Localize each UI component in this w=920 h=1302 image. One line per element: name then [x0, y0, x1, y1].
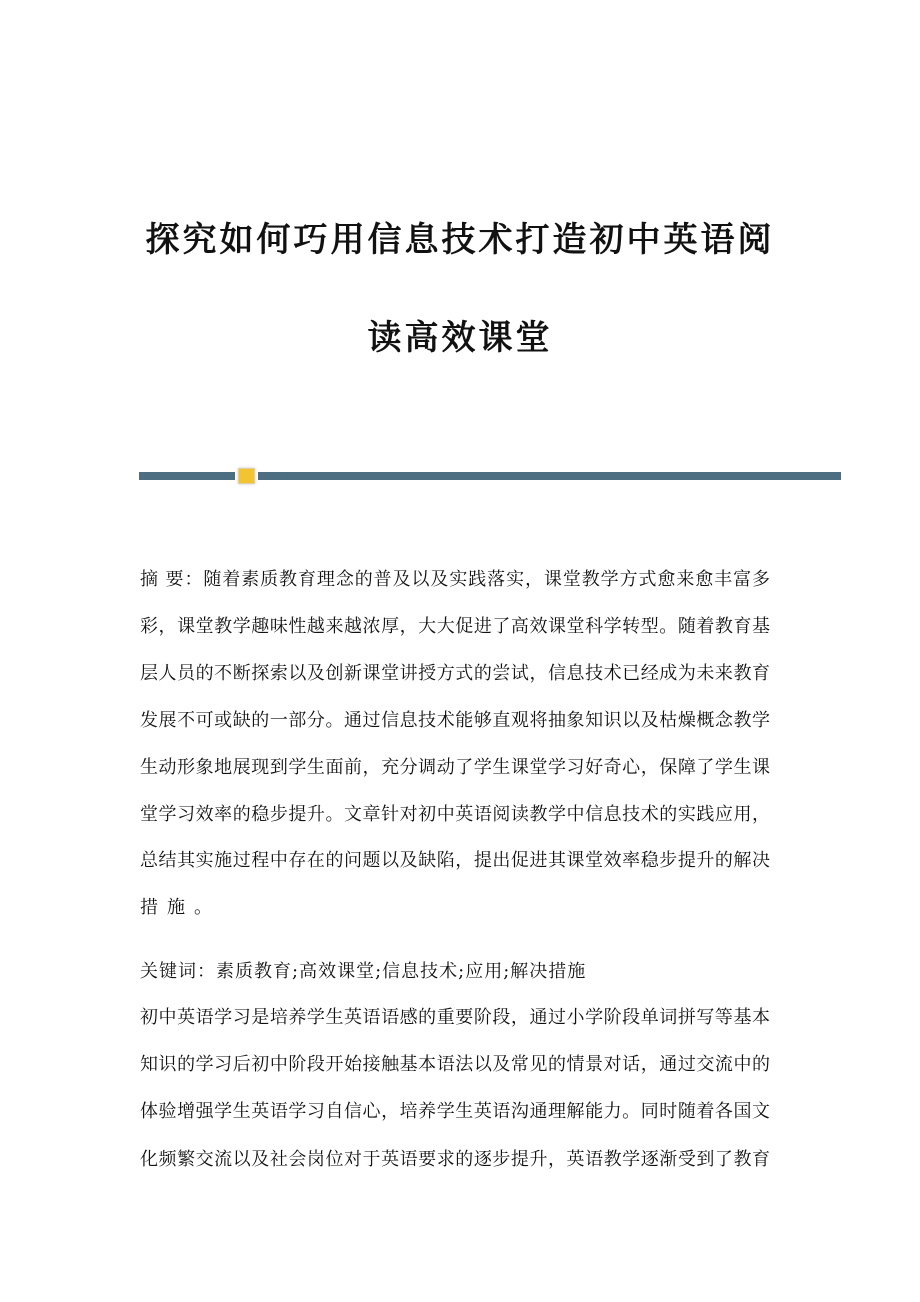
abstract-line: 生动形象地展现到学生面前，充分调动了学生课堂学习好奇心，保障了学生课 — [140, 757, 770, 778]
body-line: 化频繁交流以及社会岗位对于英语要求的逐步提升，英语教学逐渐受到了教育 — [140, 1149, 770, 1170]
abstract-line: 发展不可或缺的一部分。通过信息技术能够直观将抽象知识以及枯燥概念教学 — [140, 710, 770, 731]
divider-left-segment — [139, 472, 235, 480]
keywords: 关键词：素质教育;高效课堂;信息技术;应用;解决措施 — [140, 961, 587, 982]
abstract-line: 层人员的不断探索以及创新课堂讲授方式的尝试，信息技术已经成为未来教育 — [140, 663, 770, 684]
abstract-line: 彩，课堂教学趣味性越来越浓厚，大大促进了高效课堂科学转型。随着教育基 — [140, 616, 770, 637]
abstract-line: 措施。 — [140, 897, 221, 918]
abstract-line: 总结其实施过程中存在的问题以及缺陷，提出促进其课堂效率稳步提升的解决 — [140, 850, 770, 871]
abstract-line: 堂学习效率的稳步提升。文章针对初中英语阅读教学中信息技术的实践应用， — [140, 804, 770, 825]
body-line: 初中英语学习是培养学生英语语感的重要阶段，通过小学阶段单词拼写等基本 — [140, 1007, 770, 1028]
abstract-line: 摘 要：随着素质教育理念的普及以及实践落实，课堂教学方式愈来愈丰富多 — [140, 569, 770, 590]
divider-ornament-icon — [238, 468, 255, 484]
document-title-line-2: 读高效课堂 — [367, 318, 553, 358]
body-line: 知识的学习后初中阶段开始接触基本语法以及常见的情景对话，通过交流中的 — [140, 1054, 770, 1075]
body-line: 体验增强学生英语学习自信心，培养学生英语沟通理解能力。同时随着各国文 — [140, 1101, 770, 1122]
divider-right-segment — [258, 472, 841, 480]
document-title-line-1: 探究如何巧用信息技术打造初中英语阅 — [145, 220, 775, 260]
